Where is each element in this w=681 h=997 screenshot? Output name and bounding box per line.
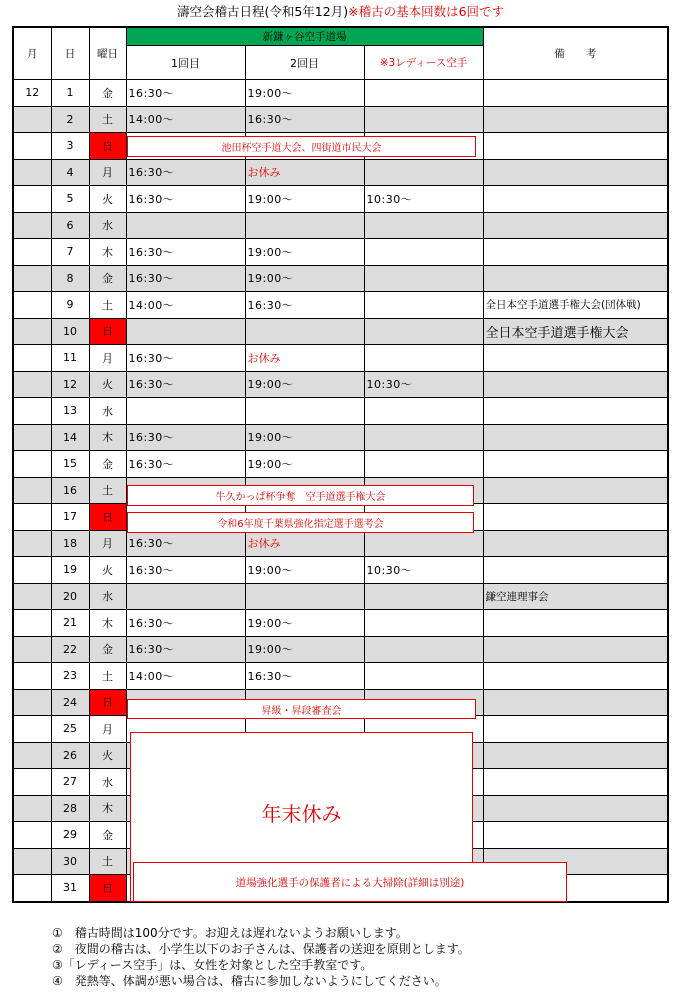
remarks-cell bbox=[483, 106, 668, 133]
remarks-cell bbox=[483, 265, 668, 292]
day-cell: 6 bbox=[51, 212, 89, 239]
header-weekday: 曜日 bbox=[89, 27, 126, 80]
session-3-cell bbox=[364, 265, 483, 292]
session-1-cell: 16:30～ bbox=[126, 239, 245, 266]
table-row bbox=[13, 636, 668, 663]
table-row bbox=[13, 292, 668, 319]
header-dojo: 新鎌ヶ谷空手道場 bbox=[126, 27, 483, 46]
table-row bbox=[13, 530, 668, 557]
session-2-cell: 16:30～ bbox=[245, 292, 364, 319]
month-cell bbox=[13, 292, 51, 319]
session-3-cell bbox=[364, 583, 483, 610]
day-cell: 3 bbox=[51, 133, 89, 160]
weekday-cell: 火 bbox=[89, 186, 126, 213]
month-cell bbox=[13, 848, 51, 875]
table-row bbox=[13, 80, 668, 107]
session-3-cell: 10:30～ bbox=[364, 371, 483, 398]
weekday-cell: 金 bbox=[89, 80, 126, 107]
footnote-3: ③「レディース空手」は、女性を対象とした空手教室です。 bbox=[52, 958, 373, 972]
weekday-cell: 月 bbox=[89, 159, 126, 186]
month-cell bbox=[13, 795, 51, 822]
day-cell: 21 bbox=[51, 610, 89, 637]
session-3-cell bbox=[364, 530, 483, 557]
session-1-cell: 14:00～ bbox=[126, 292, 245, 319]
day-cell: 17 bbox=[51, 504, 89, 531]
title-note: ※稽古の基本回数は6回です bbox=[348, 4, 505, 19]
remarks-cell: 鎌空連理事会 bbox=[483, 583, 668, 610]
day-cell: 26 bbox=[51, 742, 89, 769]
day-cell: 13 bbox=[51, 398, 89, 425]
session-2-cell: 19:00～ bbox=[245, 371, 364, 398]
event-chiba-selection: 令和6年度千葉県強化指定選手選考会 bbox=[127, 512, 474, 533]
table-row bbox=[13, 318, 668, 345]
session-3-cell bbox=[364, 345, 483, 372]
session-3-cell bbox=[364, 80, 483, 107]
month-cell bbox=[13, 345, 51, 372]
footnote-4: ④ 発熱等、体調が悪い場合は、稽古に参加しないようにしてください。 bbox=[52, 974, 447, 988]
session-3-cell bbox=[364, 610, 483, 637]
session-1-cell: 16:30～ bbox=[126, 557, 245, 584]
table-row bbox=[13, 424, 668, 451]
session-2-cell bbox=[245, 583, 364, 610]
footnote-1: ① 稽古時間は100分です。お迎えは遅れないようお願いします。 bbox=[52, 926, 408, 940]
session-2-cell: 19:00～ bbox=[245, 424, 364, 451]
session-3-cell bbox=[364, 636, 483, 663]
session-1-cell: 16:30～ bbox=[126, 80, 245, 107]
session-1-cell: 16:30～ bbox=[126, 636, 245, 663]
weekday-cell: 土 bbox=[89, 477, 126, 504]
session-1-cell: 16:30～ bbox=[126, 424, 245, 451]
month-cell bbox=[13, 424, 51, 451]
month-cell bbox=[13, 557, 51, 584]
remarks-cell bbox=[483, 451, 668, 478]
month-cell bbox=[13, 133, 51, 160]
session-2-cell: 19:00～ bbox=[245, 610, 364, 637]
weekday-cell: 日 bbox=[89, 875, 126, 902]
session-1-cell: 14:00～ bbox=[126, 106, 245, 133]
month-cell bbox=[13, 769, 51, 796]
month-cell bbox=[13, 106, 51, 133]
table-row bbox=[13, 159, 668, 186]
session-2-cell: 19:00～ bbox=[245, 557, 364, 584]
month-cell bbox=[13, 610, 51, 637]
session-3-cell bbox=[364, 239, 483, 266]
weekday-cell: 水 bbox=[89, 398, 126, 425]
weekday-cell: 日 bbox=[89, 504, 126, 531]
weekday-cell: 土 bbox=[89, 848, 126, 875]
session-2-cell bbox=[245, 398, 364, 425]
table-row bbox=[13, 663, 668, 690]
remarks-cell bbox=[483, 371, 668, 398]
day-cell: 5 bbox=[51, 186, 89, 213]
session-1-cell: 16:30～ bbox=[126, 265, 245, 292]
session-1-cell: 16:30～ bbox=[126, 345, 245, 372]
table-row bbox=[13, 398, 668, 425]
session-2-cell bbox=[245, 318, 364, 345]
remarks-cell bbox=[483, 504, 668, 531]
table-row bbox=[13, 265, 668, 292]
weekday-cell: 金 bbox=[89, 265, 126, 292]
remarks-cell bbox=[483, 557, 668, 584]
footnote-2: ② 夜間の稽古は、小学生以下のお子さんは、保護者の送迎を原則とします。 bbox=[52, 942, 470, 956]
month-cell bbox=[13, 371, 51, 398]
day-cell: 27 bbox=[51, 769, 89, 796]
weekday-cell: 木 bbox=[89, 610, 126, 637]
month-cell bbox=[13, 583, 51, 610]
session-1-cell bbox=[126, 398, 245, 425]
month-cell bbox=[13, 159, 51, 186]
session-2-cell: 16:30～ bbox=[245, 663, 364, 690]
session-2-cell: 19:00～ bbox=[245, 636, 364, 663]
day-cell: 25 bbox=[51, 716, 89, 743]
table-row bbox=[13, 451, 668, 478]
session-3-cell bbox=[364, 424, 483, 451]
session-3-cell bbox=[364, 159, 483, 186]
header-session-2: 2回目 bbox=[245, 46, 364, 80]
remarks-cell bbox=[483, 742, 668, 769]
session-3-cell bbox=[364, 106, 483, 133]
session-2-cell: 19:00～ bbox=[245, 80, 364, 107]
session-3-cell bbox=[364, 318, 483, 345]
day-cell: 7 bbox=[51, 239, 89, 266]
month-cell bbox=[13, 186, 51, 213]
session-2-cell bbox=[245, 212, 364, 239]
day-cell: 8 bbox=[51, 265, 89, 292]
month-cell bbox=[13, 212, 51, 239]
weekday-cell: 金 bbox=[89, 822, 126, 849]
remarks-cell bbox=[483, 795, 668, 822]
month-cell bbox=[13, 636, 51, 663]
session-1-cell: 16:30～ bbox=[126, 530, 245, 557]
event-ushiku-cup: 牛久かっぱ杯争奪 空手道選手権大会 bbox=[127, 485, 474, 506]
day-cell: 24 bbox=[51, 689, 89, 716]
session-2-cell: 16:30～ bbox=[245, 106, 364, 133]
weekday-cell: 日 bbox=[89, 133, 126, 160]
weekday-cell: 木 bbox=[89, 795, 126, 822]
table-row bbox=[13, 239, 668, 266]
header-remarks: 備 考 bbox=[483, 27, 668, 80]
weekday-cell: 水 bbox=[89, 583, 126, 610]
session-2-cell: 19:00～ bbox=[245, 186, 364, 213]
month-cell bbox=[13, 716, 51, 743]
remarks-cell bbox=[483, 636, 668, 663]
remarks-cell: 全日本空手道選手権大会(団体戦) bbox=[483, 292, 668, 319]
header-session-1: 1回目 bbox=[126, 46, 245, 80]
day-cell: 28 bbox=[51, 795, 89, 822]
day-cell: 11 bbox=[51, 345, 89, 372]
session-3-cell bbox=[364, 292, 483, 319]
weekday-cell: 水 bbox=[89, 769, 126, 796]
table-row bbox=[13, 186, 668, 213]
day-cell: 9 bbox=[51, 292, 89, 319]
page-title bbox=[0, 3, 681, 21]
year-end-break: 年末休み bbox=[130, 732, 473, 902]
remarks-cell bbox=[483, 689, 668, 716]
session-2-cell: お休み bbox=[245, 159, 364, 186]
session-3-cell bbox=[364, 212, 483, 239]
month-cell bbox=[13, 398, 51, 425]
table-row bbox=[13, 212, 668, 239]
weekday-cell: 火 bbox=[89, 371, 126, 398]
remarks-cell bbox=[483, 424, 668, 451]
session-1-cell: 16:30～ bbox=[126, 371, 245, 398]
session-2-cell: 19:00～ bbox=[245, 265, 364, 292]
day-cell: 23 bbox=[51, 663, 89, 690]
weekday-cell: 木 bbox=[89, 239, 126, 266]
day-cell: 2 bbox=[51, 106, 89, 133]
table-row bbox=[13, 583, 668, 610]
session-1-cell bbox=[126, 212, 245, 239]
day-cell: 19 bbox=[51, 557, 89, 584]
session-1-cell: 16:30～ bbox=[126, 186, 245, 213]
event-grading: 昇級・昇段審査会 bbox=[127, 699, 476, 719]
session-1-cell: 16:30～ bbox=[126, 451, 245, 478]
remarks-cell bbox=[483, 212, 668, 239]
day-cell: 4 bbox=[51, 159, 89, 186]
remarks-cell: 全日本空手道選手権大会 bbox=[483, 318, 668, 345]
weekday-cell: 水 bbox=[89, 212, 126, 239]
weekday-cell: 日 bbox=[89, 318, 126, 345]
month-cell bbox=[13, 689, 51, 716]
month-cell bbox=[13, 451, 51, 478]
remarks-cell bbox=[483, 769, 668, 796]
event-cleaning: 道場強化選手の保護者による大掃除(詳細は別途) bbox=[133, 862, 567, 902]
session-3-cell: 10:30～ bbox=[364, 557, 483, 584]
remarks-cell bbox=[483, 159, 668, 186]
session-1-cell bbox=[126, 583, 245, 610]
month-cell bbox=[13, 663, 51, 690]
weekday-cell: 日 bbox=[89, 689, 126, 716]
weekday-cell: 月 bbox=[89, 345, 126, 372]
session-1-cell bbox=[126, 318, 245, 345]
day-cell: 31 bbox=[51, 875, 89, 902]
session-1-cell: 16:30～ bbox=[126, 159, 245, 186]
day-cell: 18 bbox=[51, 530, 89, 557]
remarks-cell bbox=[483, 80, 668, 107]
session-2-cell: 19:00～ bbox=[245, 451, 364, 478]
remarks-cell bbox=[483, 822, 668, 849]
session-2-cell: お休み bbox=[245, 345, 364, 372]
month-cell bbox=[13, 504, 51, 531]
day-cell: 29 bbox=[51, 822, 89, 849]
month-cell bbox=[13, 822, 51, 849]
session-3-cell bbox=[364, 663, 483, 690]
table-row bbox=[13, 106, 668, 133]
table-row bbox=[13, 371, 668, 398]
month-cell bbox=[13, 875, 51, 902]
session-3-cell bbox=[364, 451, 483, 478]
month-cell bbox=[13, 239, 51, 266]
session-3-cell bbox=[364, 398, 483, 425]
remarks-cell bbox=[483, 133, 668, 160]
weekday-cell: 土 bbox=[89, 106, 126, 133]
weekday-cell: 月 bbox=[89, 716, 126, 743]
weekday-cell: 火 bbox=[89, 742, 126, 769]
table-row bbox=[13, 557, 668, 584]
day-cell: 16 bbox=[51, 477, 89, 504]
session-3-cell: 10:30～ bbox=[364, 186, 483, 213]
day-cell: 12 bbox=[51, 371, 89, 398]
day-cell: 10 bbox=[51, 318, 89, 345]
footnotes bbox=[52, 925, 470, 989]
remarks-cell bbox=[483, 530, 668, 557]
table-row bbox=[13, 345, 668, 372]
header-month: 月 bbox=[13, 27, 51, 80]
table-row bbox=[13, 610, 668, 637]
month-cell bbox=[13, 318, 51, 345]
month-cell bbox=[13, 742, 51, 769]
month-cell: 12 bbox=[13, 80, 51, 107]
session-2-cell: 19:00～ bbox=[245, 239, 364, 266]
day-cell: 1 bbox=[51, 80, 89, 107]
event-ikeda-cup: 池田杯空手道大会、四街道市民大会 bbox=[127, 136, 476, 157]
day-cell: 20 bbox=[51, 583, 89, 610]
day-cell: 30 bbox=[51, 848, 89, 875]
remarks-cell bbox=[483, 477, 668, 504]
title-main: 濤空会稽古日程(令和5年12月) bbox=[176, 4, 349, 19]
day-cell: 14 bbox=[51, 424, 89, 451]
day-cell: 15 bbox=[51, 451, 89, 478]
month-cell bbox=[13, 265, 51, 292]
remarks-cell bbox=[483, 186, 668, 213]
header-day: 日 bbox=[51, 27, 89, 80]
month-cell bbox=[13, 477, 51, 504]
remarks-cell bbox=[483, 398, 668, 425]
weekday-cell: 土 bbox=[89, 663, 126, 690]
session-1-cell: 14:00～ bbox=[126, 663, 245, 690]
remarks-cell bbox=[483, 716, 668, 743]
month-cell bbox=[13, 530, 51, 557]
weekday-cell: 金 bbox=[89, 636, 126, 663]
weekday-cell: 月 bbox=[89, 530, 126, 557]
day-cell: 22 bbox=[51, 636, 89, 663]
remarks-cell bbox=[483, 610, 668, 637]
remarks-cell bbox=[483, 345, 668, 372]
weekday-cell: 木 bbox=[89, 424, 126, 451]
weekday-cell: 金 bbox=[89, 451, 126, 478]
weekday-cell: 土 bbox=[89, 292, 126, 319]
remarks-cell bbox=[483, 239, 668, 266]
weekday-cell: 火 bbox=[89, 557, 126, 584]
header-session-3: ※3レディース空手 bbox=[364, 46, 483, 80]
session-2-cell: お休み bbox=[245, 530, 364, 557]
session-1-cell: 16:30～ bbox=[126, 610, 245, 637]
remarks-cell bbox=[483, 663, 668, 690]
